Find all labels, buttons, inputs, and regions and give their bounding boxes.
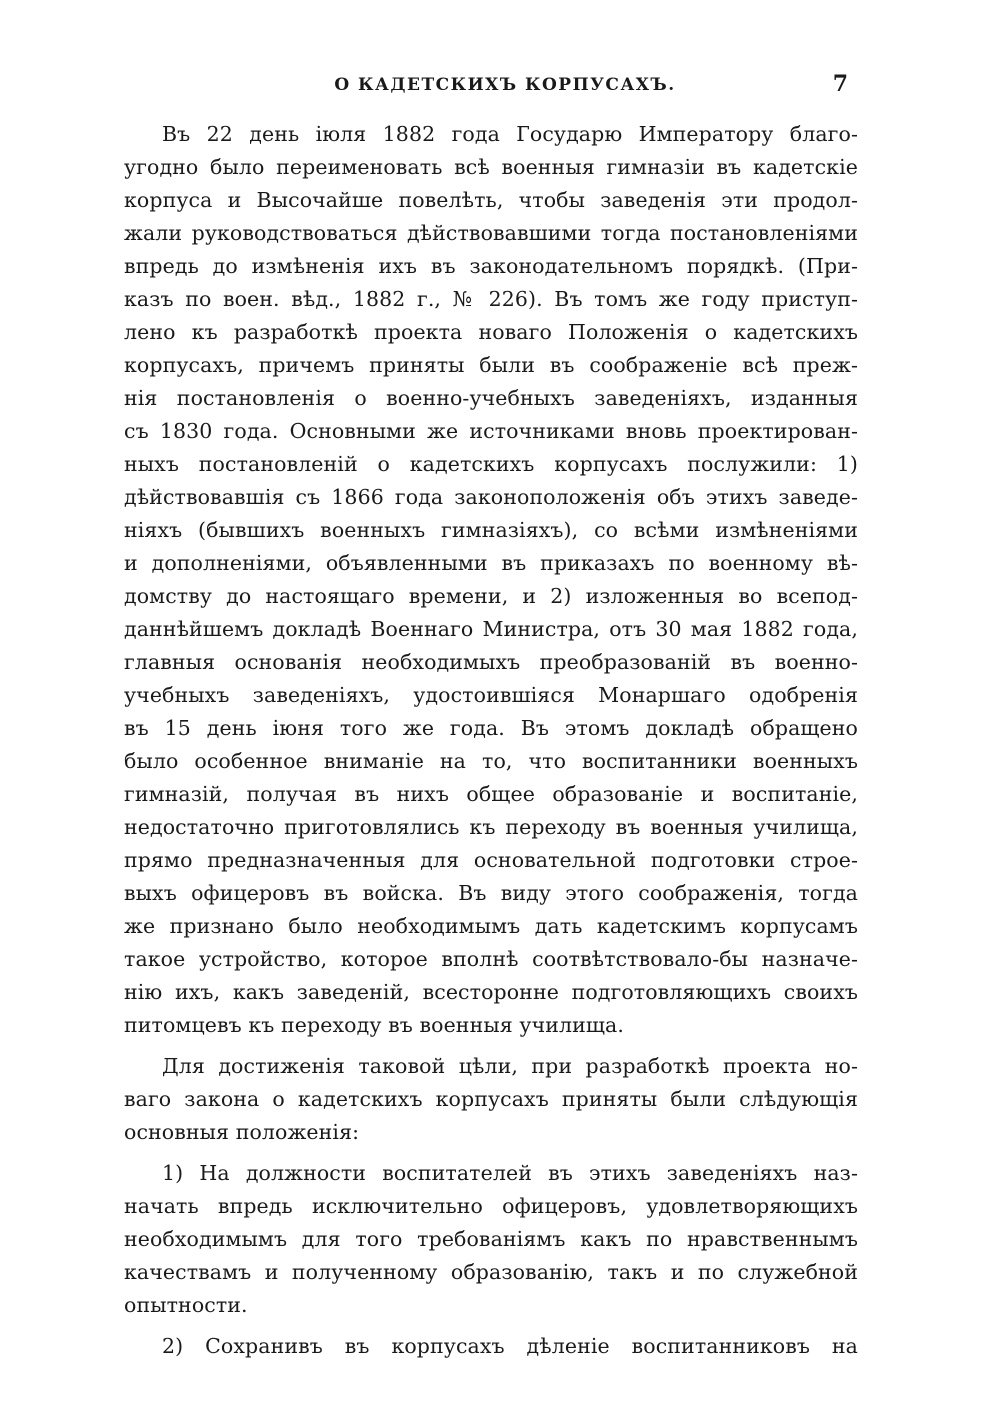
paragraph	[124, 1330, 858, 1363]
text-line: домству до настоящаго времени, и 2) изложенныя во всепод-	[124, 584, 858, 608]
text-line: нія постановленія о военно-учебныхъ заведеніяхъ, изданныя	[124, 386, 858, 410]
paragraph	[124, 118, 858, 1042]
paragraph-gap	[124, 1149, 858, 1157]
text-line: было особенное вниманіе на то, что воспитанники военныхъ	[124, 749, 858, 773]
text-line: впредь до измѣненія ихъ въ законодательномъ порядкѣ. (При-	[124, 254, 858, 278]
page-header	[150, 71, 860, 101]
text-line: выхъ офицеровъ въ войска. Въ виду этого соображенія, тогда	[124, 881, 858, 905]
text-line: съ 1830 года. Основными же источниками вновь проектирован-	[124, 419, 858, 443]
text-line: же признано было необходимымъ дать кадетскимъ корпусамъ	[124, 914, 858, 938]
text-line: казъ по воен. вѣд., 1882 г., № 226). Въ томъ же году приступ-	[124, 287, 858, 311]
text-line: нію ихъ, какъ заведеній, всесторонне подготовляющихъ своихъ	[124, 980, 858, 1004]
text-line: 1) На должности воспитателей въ этихъ заведеніяхъ наз-	[162, 1161, 858, 1185]
paragraph	[124, 1050, 858, 1149]
text-line: основныя положенія:	[124, 1120, 360, 1144]
text-line: жали руководствоваться дѣйствовавшими тогда постановленіями	[124, 221, 858, 245]
text-line: необходимымъ для того требованіямъ какъ по нравственнымъ	[124, 1227, 858, 1251]
text-line: лено къ разработкѣ проекта новаго Положенія о кадетскихъ	[124, 320, 858, 344]
text-line: дѣйствовавшія съ 1866 года законоположенія объ этихъ заведе-	[124, 485, 858, 509]
page-number: 7	[832, 71, 848, 97]
text-line: ныхъ постановленій о кадетскихъ корпусахъ послужили: 1)	[124, 452, 858, 476]
text-line: главныя основанія необходимыхъ преобразованій въ военно-	[124, 650, 858, 674]
text-line: питомцевъ къ переходу въ военныя училища.	[124, 1013, 624, 1037]
paragraph-gap	[124, 1322, 858, 1330]
text-line: такое устройство, которое вполнѣ соотвѣтствовало-бы назначе-	[124, 947, 858, 971]
text-line: корпусахъ, причемъ приняты были въ соображеніе всѣ преж-	[124, 353, 858, 377]
body-text	[124, 118, 858, 1363]
paragraph	[124, 1157, 858, 1322]
text-line: въ 15 день іюня того же года. Въ этомъ докладѣ обращено	[124, 716, 858, 740]
text-line: качествамъ и полученному образованію, такъ и по служебной	[124, 1260, 858, 1284]
text-line: недостаточно приготовлялись къ переходу въ военныя училища,	[124, 815, 858, 839]
text-line: опытности.	[124, 1293, 248, 1317]
text-line: начать впредь исключительно офицеровъ, удовлетворяющихъ	[124, 1194, 858, 1218]
text-line: даннѣйшемъ докладѣ Военнаго Министра, отъ 30 мая 1882 года,	[124, 617, 858, 641]
text-line: прямо предназначенныя для основательной подготовки строе-	[124, 848, 858, 872]
text-line: корпуса и Высочайше повелѣть, чтобы заведенія эти продол-	[124, 188, 858, 212]
text-line: угодно было переименовать всѣ военныя гимназіи въ кадетскіе	[124, 155, 858, 179]
text-line: ваго закона о кадетскихъ корпусахъ приняты были слѣдующія	[124, 1087, 858, 1111]
text-line: учебныхъ заведеніяхъ, удостоившіяся Монаршаго одобренія	[124, 683, 858, 707]
text-line: 2) Сохранивъ въ корпусахъ дѣленіе воспитанниковъ на	[162, 1334, 858, 1358]
text-line: Для достиженія таковой цѣли, при разработкѣ проекта но-	[162, 1054, 858, 1078]
text-line: ніяхъ (бывшихъ военныхъ гимназіяхъ), со всѣми измѣненіями	[124, 518, 858, 542]
text-line: и дополненіями, объявленными въ приказахъ по военному вѣ-	[124, 551, 858, 575]
text-line: Въ 22 день іюля 1882 года Государю Императору благо-	[162, 122, 858, 146]
running-title: О КАДЕТСКИХЪ КОРПУСАХЪ.	[334, 75, 676, 95]
text-line: гимназій, получая въ нихъ общее образованіе и воспитаніе,	[124, 782, 858, 806]
paragraph-gap	[124, 1042, 858, 1050]
